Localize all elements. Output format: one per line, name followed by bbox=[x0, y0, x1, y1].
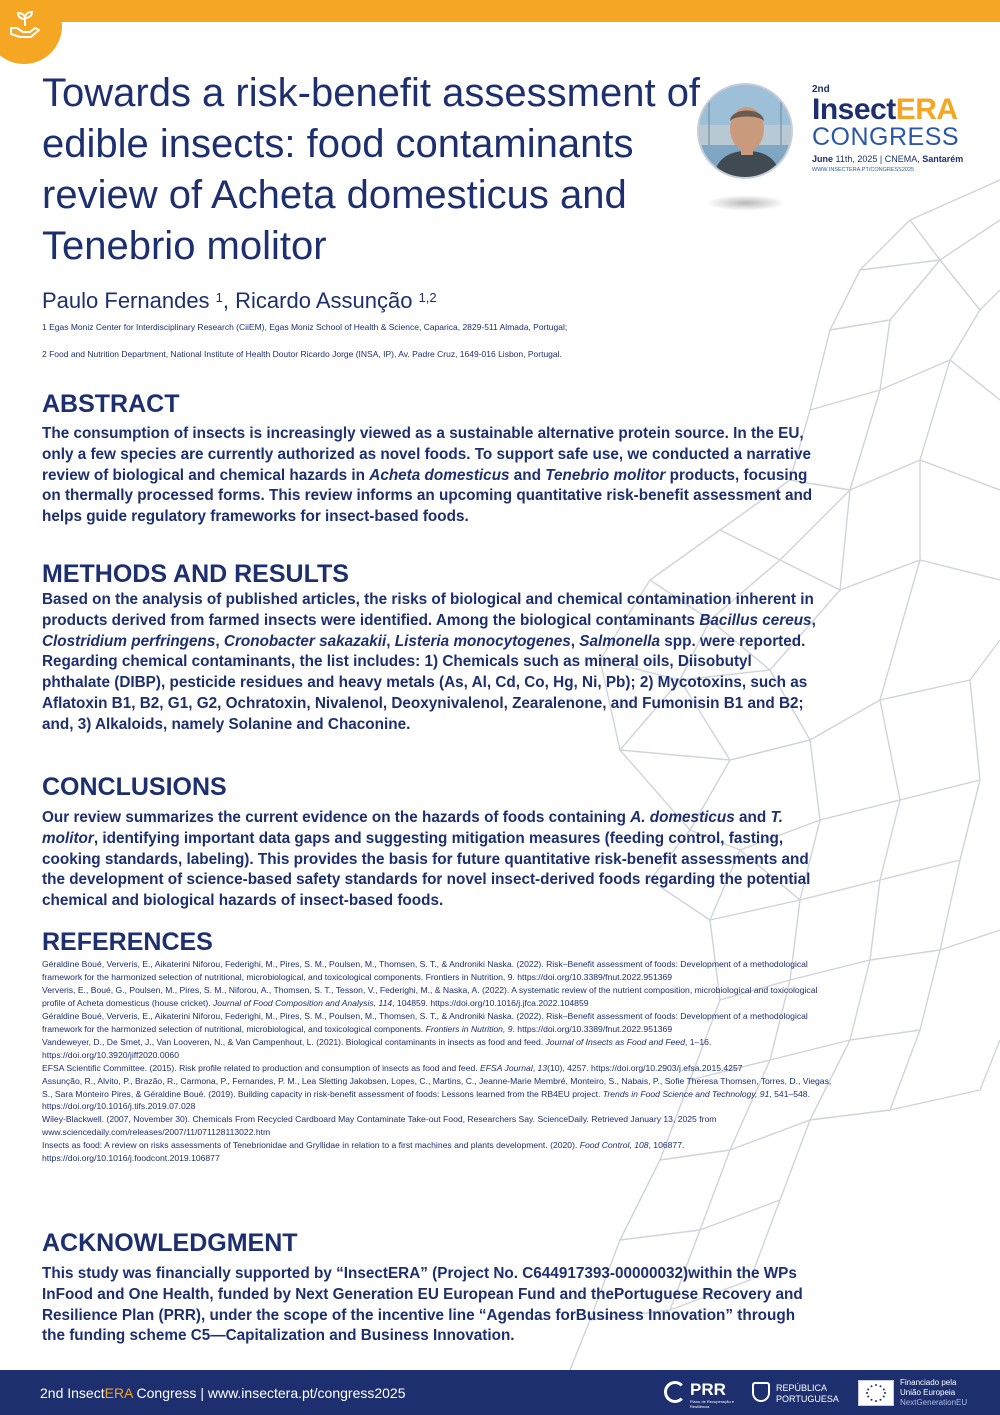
ref-text: Ververis, E., Boué, G., Poulsen, M., Pires, S. M., Niforou, A., Thomsen, S. T., Tesson, V., Federighi, M., & Naska, A. (2022). A systematic review of the nutrient composition, microbiological and toxicological profile of Acheta domesticus (house cricket). bbox=[42, 984, 818, 1008]
poster-title: Towards a risk-benefit assessment of edible insects: food contaminants review of Acheta domesticus and Tenebrio molitor bbox=[42, 71, 701, 268]
prr-subtitle: Plano de Recuperação e Resiliência bbox=[690, 1399, 735, 1409]
abstract-heading: ABSTRACT bbox=[42, 390, 180, 418]
ref-volume: 13 bbox=[537, 1062, 548, 1073]
methods-part: spp. were reported. Regarding chemical contaminants, the list includes: 1) Chemicals such as mineral oils, Diisobutyl phthalate (DIBP), pesticide residues and heavy metals (As, Al, Cd, Co, Hg, Ni, Pb); 2) Mycotoxins, such as Aflatoxin B1, B2, G1, G2, Ochratoxin, Nivalenol, Deoxynivalenol, Zearalenone, and Fumonisin B1 and B2; and, 3) Alkaloids, namely Solanine and Chaconine. bbox=[42, 632, 808, 733]
ref-journal: EFSA Journal bbox=[480, 1062, 533, 1073]
coat-of-arms-icon bbox=[752, 1382, 770, 1402]
eu-funding-text bbox=[900, 1378, 1000, 1408]
methods-sep: , bbox=[570, 632, 580, 650]
methods-sep: , bbox=[386, 632, 395, 650]
acknowledgment-heading: ACKNOWLEDGMENT bbox=[42, 1229, 298, 1257]
congress-edition: 2nd bbox=[812, 84, 830, 95]
footer-text-pre: 2nd Insect bbox=[40, 1385, 105, 1401]
congress-corner-logo bbox=[0, 0, 62, 64]
methods-sep: , bbox=[811, 611, 816, 629]
eu-line-2: União Europeia bbox=[900, 1388, 956, 1397]
methods-part: Based on the analysis of published articles, the risks of biological and chemical contamination inherent in products derived from farmed insects were identified. Among the biological contaminants bbox=[42, 591, 814, 629]
congress-url[interactable]: WWW.INSECTERA.PT/CONGRESS2025 bbox=[812, 167, 915, 173]
congress-date bbox=[812, 152, 982, 166]
author-1: Paulo Fernandes bbox=[42, 288, 216, 313]
ref-text: Assunção, R., Alvito, P., Brazão, R., Carmona, P., Fernandes, P. M., Lea Sletting Jakobsen, Lopes, C., Martins, C., Jeanne-Marie Membré, Monteiro, S., Nabais, P., Sofie Theresa Thomsen, Torres, D., Viegas, S., Sara Monteiro Pires, & Géraldine Boué. (2019). Building capacity in risk-benefit assessment of foods: Lessons learned from the RB4EU project. bbox=[42, 1075, 832, 1099]
eu-flag-icon bbox=[858, 1380, 894, 1406]
species-name: Listeria monocytogenes bbox=[394, 632, 571, 650]
ref-text: Vandeweyer, D., De Smet, J., Van Looveren, N., & Van Campenhout, L. (2021). Biological contaminants in insects as food and feed. bbox=[42, 1036, 546, 1047]
author-1-affil: 1 bbox=[215, 290, 223, 305]
species-name: Salmonella bbox=[579, 632, 661, 650]
abstract-part: products, focusing on thermally processed forms. This review informs an upcoming quantitative risk-benefit assessment and helps guide regulatory frameworks for insect-based foods. bbox=[42, 466, 813, 526]
brand-accent: ERA bbox=[895, 93, 958, 126]
geometric-insect-background bbox=[560, 160, 1000, 1380]
eu-line-3: NextGenerationEU bbox=[900, 1398, 968, 1407]
author-portrait-image bbox=[699, 85, 793, 179]
ref-text: (10), 4257. https://doi.org/10.2903/j.efsa.2015.4257 bbox=[547, 1062, 743, 1073]
footer-bar bbox=[0, 1370, 1000, 1415]
ref-text: Insects as food: A review on risks assessments of Tenebrionidae and Gryllidae in relation to a first machines and plants development. (2020). bbox=[42, 1140, 580, 1151]
ref-journal: Trends in Food Science and Technology, 91 bbox=[602, 1088, 770, 1099]
date-month: June bbox=[812, 154, 834, 164]
references-heading: REFERENCES bbox=[42, 928, 213, 956]
ref-text: , 106877. https://doi.org/10.1016/j.foodcont.2019.106877 bbox=[42, 1140, 685, 1164]
affiliation-1: 1 Egas Moniz Center for Interdisciplinary Research (CiiEM), Egas Moniz School of Health & Science, Caparica, 2829-511 Almada, Portugal; bbox=[42, 322, 568, 332]
prr-label: PRR bbox=[690, 1380, 726, 1399]
conclusions-heading: CONCLUSIONS bbox=[42, 773, 227, 801]
congress-word: CONGRESS bbox=[812, 123, 960, 151]
conclusions-part: and bbox=[734, 809, 771, 826]
ref-text: , bbox=[629, 1140, 635, 1151]
species-name: Bacillus cereus bbox=[699, 611, 812, 629]
author-photo bbox=[697, 83, 793, 179]
author-sep: , bbox=[222, 288, 236, 313]
methods-heading: METHODS AND RESULTS bbox=[42, 560, 349, 588]
congress-logo bbox=[812, 84, 982, 174]
reference-item bbox=[42, 1010, 832, 1036]
reference-item: Géraldine Boué, Ververis, E., Aikaterini Niforou, Federighi, M., Pires, S. M., Poulsen, M., Thomsen, S. T., & Androniki Naska. (2022). Risk–Benefit assessment of foods: Development of a methodological framework for the harmonized selection of nutritional, microbiological, and toxicological components. Frontiers in Nutrition, 9. https://doi.org/10.3389/fnut.2022.951369 bbox=[42, 959, 808, 982]
hands-holding-plant-icon bbox=[8, 8, 42, 42]
ref-journal: Food Control bbox=[579, 1140, 630, 1151]
photo-shadow bbox=[706, 195, 786, 211]
species-name: Cronobacter sakazakii bbox=[223, 632, 387, 650]
reference-item bbox=[42, 984, 832, 1010]
abstract-part: and bbox=[509, 466, 546, 484]
species-name: Clostridium perfringens bbox=[42, 632, 216, 650]
abstract-text bbox=[42, 424, 822, 528]
abstract-part: The consumption of insects is increasingly viewed as a sustainable alternative protein source. In the EU, only a few species are currently authorized as novel foods. To support safe use, we conducted a narrative review of biological and chemical hazards in bbox=[42, 425, 812, 484]
species-name: A. domesticus bbox=[630, 809, 735, 826]
ref-text: EFSA Scientific Committee. (2015). Risk profile related to production and consumption of insects as food and feed. bbox=[42, 1062, 481, 1073]
ref-journal: Journal of Food Composition and Analysis, 114 bbox=[213, 997, 393, 1008]
reference-item bbox=[42, 1139, 832, 1165]
top-accent-bar bbox=[0, 0, 1000, 22]
prr-circle-icon bbox=[664, 1381, 686, 1403]
acknowledgment-text: This study was financially supported by “InsectERA” (Project No. C644917393-00000032)within the WPs InFood and One Health, funded by Next Generation EU European Fund and thePortuguese Recovery and Resilience Plan (PRR), under the scope of the incentive line “Agendas forBusiness Innovation” through the funding scheme C5—Capitalization and Business Innovation. bbox=[42, 1265, 803, 1345]
ref-text: , bbox=[532, 1062, 538, 1073]
ref-volume: 108 bbox=[634, 1140, 649, 1151]
date-rest: 11th, 2025 | CNEMA, bbox=[833, 154, 923, 164]
methods-sep: , bbox=[215, 632, 224, 650]
reference-item bbox=[42, 1036, 832, 1062]
congress-brand bbox=[812, 93, 982, 126]
methods-text bbox=[42, 590, 822, 736]
ref-text: . https://doi.org/10.3389/fnut.2022.951369 bbox=[512, 1023, 673, 1034]
conclusions-part: , identifying important data gaps and suggesting mitigation measures (feeding control, fasting, cooking standards, labeling). This provides the basis for future quantitative risk-benefit assessments and the development of science-based safety standards for novel insect-derived foods regarding the potential chemical and biological hazards of insect-based foods. bbox=[42, 829, 811, 910]
footer-text-accent: ERA bbox=[104, 1385, 133, 1401]
brand-main: Insect bbox=[812, 93, 896, 126]
ref-text: , 1–16. https://doi.org/10.3920/jiff2020.0060 bbox=[42, 1036, 712, 1060]
ref-journal: Journal of Insects as Food and Feed bbox=[545, 1036, 685, 1047]
footer-text-post[interactable]: Congress | www.insectera.pt/congress2025 bbox=[132, 1385, 406, 1401]
republica-label: REPÚBLICA PORTUGUESA bbox=[776, 1383, 839, 1404]
reference-item bbox=[42, 1062, 832, 1075]
author-2-affil: 1,2 bbox=[418, 290, 437, 305]
author-2: Ricardo Assunção bbox=[235, 288, 419, 313]
author-list bbox=[42, 287, 437, 315]
conclusions-text bbox=[42, 808, 822, 912]
reference-list bbox=[42, 958, 832, 1165]
ref-text: , 541–548. https://doi.org/10.1016/j.tifs.2019.07.028 bbox=[42, 1088, 810, 1112]
reference-item bbox=[42, 1075, 832, 1114]
affiliation-2: 2 Food and Nutrition Department, National Institute of Health Doutor Ricardo Jorge (INSA, IP), Av. Padre Cruz, 1649-016 Lisbon, Portugal. bbox=[42, 349, 562, 359]
eu-stars-icon bbox=[859, 1381, 893, 1405]
species-name: Acheta domesticus bbox=[369, 466, 510, 484]
reference-item: Wiley-Blackwell. (2007, November 30). Chemicals From Recycled Cardboard May Contaminate Take-out Food, Researchers Say. ScienceDaily. Retrieved January 13, 2025 from www.sciencedaily.com/releases/2007/11/071128113022.htm bbox=[42, 1114, 717, 1138]
eu-line-1: Financiado pela bbox=[900, 1378, 957, 1387]
ref-text: , 104859. https://doi.org/10.1016/j.jfca.2022.104859 bbox=[392, 997, 589, 1008]
species-name: T. molitor bbox=[42, 809, 783, 847]
conclusions-part: Our review summarizes the current evidence on the hazards of foods containing bbox=[42, 809, 631, 826]
species-name: Tenebrio molitor bbox=[545, 466, 666, 484]
date-place: Santarém bbox=[922, 154, 964, 164]
ref-journal: Frontiers in Nutrition, 9 bbox=[425, 1023, 513, 1034]
ref-text: Géraldine Boué, Ververis, E., Aikaterini Niforou, Federighi, M., Pires, S. M., Poulsen, M., Thomsen, S. T., & Androniki Naska. (2022). Risk–Benefit assessment of foods: Development of a methodological framework for the harmonized selection of nutritional, microbiological, and toxicological components. bbox=[42, 1010, 808, 1034]
footer-text bbox=[40, 1384, 406, 1402]
